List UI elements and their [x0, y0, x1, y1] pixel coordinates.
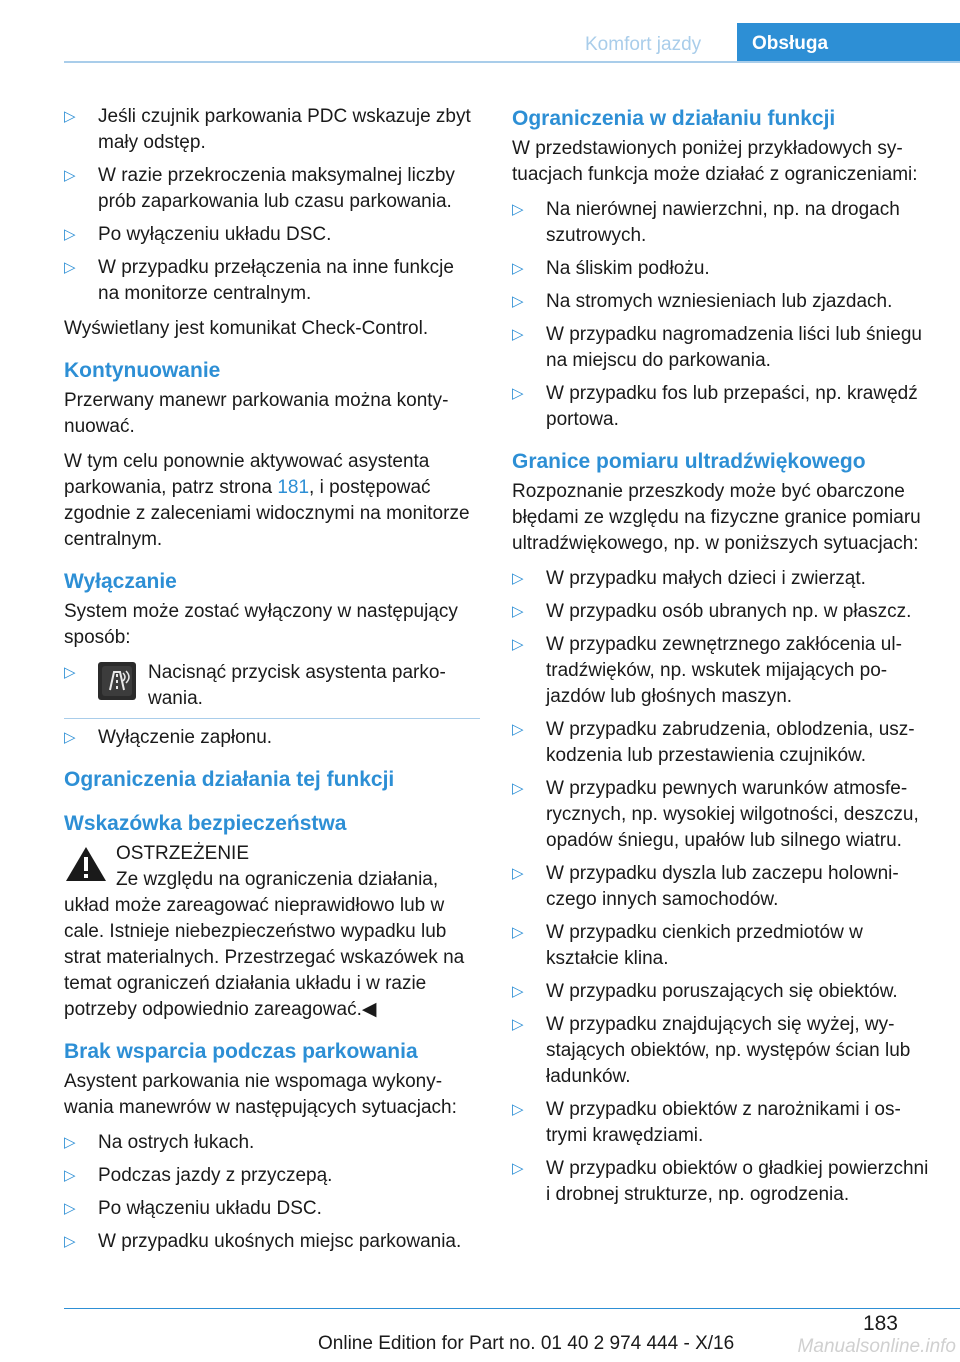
triangle-right-icon: ▷ [64, 226, 76, 243]
heading-ograniczenia: Ograniczenia działania tej funkcji [64, 768, 395, 791]
warning-box [64, 841, 480, 867]
edition-text: Online Edition for Part no. 01 40 2 974 444 - X/16 [318, 1333, 735, 1354]
triangle-right-icon: ▷ [64, 1200, 76, 1217]
list-item: ▷ W przypadku małych dzieci i zwierząt. [512, 566, 930, 592]
warning-text: Ze względu na ograniczenia działania, układ może zareagować nieprawidłowo lub w cale. Istnieje niebezpieczeństwo wypadku lub strat materialnych. Przestrzegać wskazówek na temat ograniczeń działania układu i w razie potrzeby odpowiednio zareagować.◀ [64, 869, 465, 1020]
footer-divider [64, 1308, 960, 1309]
triangle-right-icon: ▷ [512, 924, 524, 941]
page-link[interactable]: 181 [277, 477, 310, 498]
triangle-right-icon: ▷ [512, 721, 524, 738]
triangle-right-icon: ▷ [512, 293, 524, 310]
parking-assistant-button-icon [98, 662, 136, 700]
header-section: Komfort jazdy [585, 34, 702, 55]
triangle-right-icon: ▷ [64, 1233, 76, 1250]
triangle-right-icon: ▷ [512, 983, 524, 1000]
list-item: ▷ W przypadku cienkich przedmiotów w kształcie klina. [512, 922, 863, 969]
triangle-right-icon: ▷ [512, 260, 524, 277]
paragraph: Rozpoznanie przeszkody może być obarczone błędami ze względu na fizyczne granice pomiaru ultradźwiękowego, np. w poniższych sytuacjach: [512, 481, 921, 554]
switch-off-list [64, 660, 480, 751]
triangle-right-icon: ▷ [512, 1101, 524, 1118]
list-item: ▷ Po włączeniu układu DSC. [64, 1196, 480, 1222]
heading-wylaczanie: Wyłączanie [64, 570, 177, 593]
heading-wskazowka: Wskazówka bezpieczeństwa [64, 812, 347, 835]
no-support-list [64, 1130, 480, 1255]
heading-granice-pomiaru: Granice pomiaru ultradźwiękowego [512, 450, 866, 473]
list-item: ▷ Na nierównej nawierzchni, np. na drogach szutrowych. [512, 199, 900, 246]
list-item: ▷ W przypadku poruszających się obiektów. [512, 979, 930, 1005]
triangle-right-icon: ▷ [512, 780, 524, 797]
list-item: ▷ W przypadku zewnętrznego zakłócenia ultradźwięków, np. wskutek mijających pojazdów lub głośnych maszyn. [512, 634, 902, 707]
limitations-list [512, 197, 930, 433]
list-item: ▷ W przypadku przełączenia na inne funkcje na monitorze centralnym. [64, 257, 454, 304]
triangle-right-icon: ▷ [64, 1134, 76, 1151]
paragraph: System może zostać wyłączony w następujący sposób: [64, 601, 458, 648]
triangle-right-icon: ▷ [64, 167, 76, 184]
list-item: ▷ Nacisnąć przycisk asystenta parkowania. [64, 660, 480, 719]
list-item: ▷ W przypadku obiektów z narożnikami i ostrymi krawędziami. [512, 1099, 901, 1146]
list-item: ▷ W przypadku obiektów o gładkiej powierzchni i drobnej strukturze, np. ogrodzenia. [512, 1158, 929, 1205]
triangle-right-icon: ▷ [64, 108, 76, 125]
triangle-right-icon: ▷ [512, 1016, 524, 1033]
list-item: ▷ W przypadku dyszla lub zaczepu holowniczego innych samochodów. [512, 863, 899, 910]
paragraph: W tym celu ponownie aktywować asystenta parkowania, patrz strona 181, i postępować zgodnie z zaleceniami widocznymi na monitorze centralnym. [64, 451, 470, 550]
triangle-right-icon: ▷ [512, 636, 524, 653]
triangle-right-icon: ▷ [64, 664, 76, 681]
list-item: ▷ W przypadku fos lub przepaści, np. krawędź portowa. [512, 383, 918, 430]
triangle-right-icon: ▷ [512, 326, 524, 343]
triangle-right-icon: ▷ [512, 865, 524, 882]
list-item: ▷ W przypadku pewnych warunków atmosferycznych, np. wysokiej wilgotności, deszczu, opadów śniegu, upałów lub silnego wiatru. [512, 778, 919, 851]
list-item: ▷ Na stromych wzniesieniach lub zjazdach. [512, 289, 930, 315]
watermark: Manualsonline.info [797, 1336, 956, 1357]
check-control-text: Wyświetlany jest komunikat Check-Control. [64, 318, 429, 339]
list-item: ▷ W przypadku nagromadzenia liści lub śniegu na miejscu do parkowania. [512, 324, 922, 371]
warning-title: OSTRZEŻENIE [116, 843, 250, 864]
header-divider [64, 61, 960, 63]
list-item: ▷ W przypadku zabrudzenia, oblodzenia, uszkodzenia lub przestawienia czujników. [512, 719, 915, 766]
list-item: ▷ W razie przekroczenia maksymalnej liczby prób zaparkowania lub czasu parkowania. [64, 165, 455, 212]
paragraph: Przerwany manewr parkowania można kontynuować. [64, 390, 449, 437]
triangle-right-icon: ▷ [512, 570, 524, 587]
triangle-right-icon: ▷ [64, 259, 76, 276]
triangle-right-icon: ▷ [512, 603, 524, 620]
list-item: ▷ Na ostrych łukach. [64, 1130, 480, 1156]
right-column [512, 104, 930, 1217]
heading-kontynuowanie: Kontynuowanie [64, 359, 221, 382]
list-item: ▷ Na śliskim podłożu. [512, 256, 930, 282]
triangle-right-icon: ▷ [64, 729, 76, 746]
triangle-right-icon: ▷ [64, 1167, 76, 1184]
paragraph: Asystent parkowania nie wspomaga wykonywania manewrów w następujących sytuacjach: [64, 1071, 457, 1118]
list-item: ▷ Podczas jazdy z przyczepą. [64, 1163, 480, 1189]
page-number: 183 [862, 1312, 898, 1335]
triangle-right-icon: ▷ [512, 201, 524, 218]
paragraph: W przedstawionych poniżej przykładowych sytuacjach funkcja może działać z ograniczeniami: [512, 138, 918, 185]
ultrasound-limits-list [512, 566, 930, 1208]
triangle-right-icon: ▷ [512, 1160, 524, 1177]
list-item: ▷ Wyłączenie zapłonu. [64, 725, 480, 751]
header-tab: Obsługa [737, 23, 960, 63]
triangle-right-icon: ▷ [512, 385, 524, 402]
heading-brak-wsparcia: Brak wsparcia podczas parkowania [64, 1040, 418, 1063]
list-item: ▷ Jeśli czujnik parkowania PDC wskazuje zbyt mały odstęp. [64, 106, 471, 153]
list-item: ▷ Po wyłączeniu układu DSC. [64, 222, 480, 248]
warning-triangle-icon [64, 845, 108, 883]
list-item: ▷ W przypadku ukośnych miejsc parkowania. [64, 1229, 480, 1255]
heading-ograniczenia-funkcji: Ograniczenia w działaniu funkcji [512, 107, 836, 130]
exit-conditions-list [64, 104, 480, 307]
list-item: ▷ W przypadku znajdujących się wyżej, wystających obiektów, np. występów ścian lub ładunków. [512, 1014, 911, 1087]
list-item: ▷ W przypadku osób ubranych np. w płaszcz. [512, 599, 930, 625]
left-column [64, 104, 480, 1264]
